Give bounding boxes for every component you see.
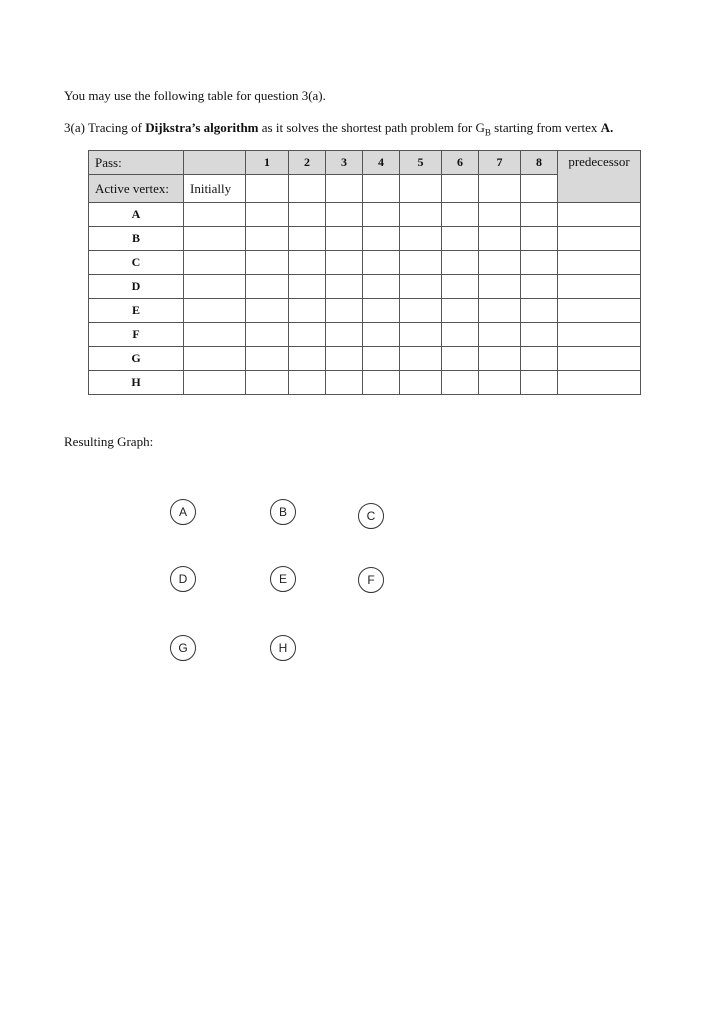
distance-cell[interactable] (479, 299, 521, 323)
distance-cell[interactable] (479, 251, 521, 275)
distance-cell[interactable] (326, 275, 363, 299)
distance-cell[interactable] (521, 371, 558, 395)
distance-cell[interactable] (326, 347, 363, 371)
distance-cell[interactable] (289, 347, 326, 371)
distance-cell[interactable] (442, 203, 479, 227)
active-vertex-cell[interactable] (363, 175, 400, 203)
vertex-label: A (89, 203, 184, 227)
graph-node-b: B (270, 499, 296, 525)
distance-cell[interactable] (400, 227, 442, 251)
predecessor-cell[interactable] (558, 299, 641, 323)
graph-node-d: D (170, 566, 196, 592)
pass-initially-cell (184, 151, 246, 175)
distance-cell[interactable] (363, 323, 400, 347)
trace-table-body (89, 151, 641, 395)
pass-number: 4 (363, 151, 400, 175)
distance-cell[interactable] (184, 251, 246, 275)
vertex-row-d (89, 275, 641, 299)
graph-node-f: F (358, 567, 384, 593)
predecessor-cell[interactable] (558, 323, 641, 347)
distance-cell[interactable] (363, 299, 400, 323)
question-start-vertex: A. (600, 120, 614, 135)
vertex-row-g (89, 347, 641, 371)
pass-number: 6 (442, 151, 479, 175)
distance-cell[interactable] (326, 371, 363, 395)
distance-cell[interactable] (521, 275, 558, 299)
distance-cell[interactable] (246, 251, 289, 275)
distance-cell[interactable] (246, 371, 289, 395)
graph-node-c: C (358, 503, 384, 529)
vertex-label: B (89, 227, 184, 251)
distance-cell[interactable] (184, 347, 246, 371)
distance-cell[interactable] (479, 347, 521, 371)
distance-cell[interactable] (400, 323, 442, 347)
vertex-label: C (89, 251, 184, 275)
distance-cell[interactable] (521, 227, 558, 251)
pass-number: 8 (521, 151, 558, 175)
predecessor-header: predecessor (558, 151, 641, 203)
pass-number: 1 (246, 151, 289, 175)
active-vertex-cell[interactable] (521, 175, 558, 203)
pass-label: Pass: (89, 151, 184, 175)
dijkstra-trace-table (88, 150, 641, 395)
distance-cell[interactable] (442, 323, 479, 347)
active-vertex-label: Active vertex: (89, 175, 184, 203)
predecessor-cell[interactable] (558, 275, 641, 299)
predecessor-cell[interactable] (558, 227, 641, 251)
vertex-label: E (89, 299, 184, 323)
distance-cell[interactable] (184, 203, 246, 227)
distance-cell[interactable] (442, 251, 479, 275)
distance-cell[interactable] (400, 275, 442, 299)
graph-node-g: G (170, 635, 196, 661)
distance-cell[interactable] (400, 371, 442, 395)
distance-cell[interactable] (363, 227, 400, 251)
distance-cell[interactable] (326, 203, 363, 227)
question-subscript: B (484, 127, 491, 138)
distance-cell[interactable] (289, 251, 326, 275)
distance-cell[interactable] (521, 203, 558, 227)
vertex-row-h (89, 371, 641, 395)
active-vertex-cell[interactable] (479, 175, 521, 203)
vertex-label: H (89, 371, 184, 395)
distance-cell[interactable] (289, 371, 326, 395)
vertex-row-e (89, 299, 641, 323)
graph-node-h: H (270, 635, 296, 661)
resulting-graph-label: Resulting Graph: (64, 434, 154, 449)
distance-cell[interactable] (289, 227, 326, 251)
distance-cell[interactable] (479, 203, 521, 227)
distance-cell[interactable] (363, 203, 400, 227)
question-algorithm-name: Dijkstra’s algorithm (145, 120, 259, 135)
vertex-row-b (89, 227, 641, 251)
initially-label: Initially (184, 175, 246, 203)
vertex-row-f (89, 323, 641, 347)
distance-cell[interactable] (184, 323, 246, 347)
distance-cell[interactable] (289, 323, 326, 347)
distance-cell[interactable] (246, 203, 289, 227)
distance-cell[interactable] (363, 251, 400, 275)
distance-cell[interactable] (400, 251, 442, 275)
pass-number: 3 (326, 151, 363, 175)
distance-cell[interactable] (442, 275, 479, 299)
distance-cell[interactable] (363, 371, 400, 395)
distance-cell[interactable] (184, 227, 246, 251)
vertex-row-a (89, 203, 641, 227)
distance-cell[interactable] (184, 299, 246, 323)
distance-cell[interactable] (289, 299, 326, 323)
distance-cell[interactable] (479, 371, 521, 395)
active-vertex-cell[interactable] (326, 175, 363, 203)
distance-cell[interactable] (246, 227, 289, 251)
distance-cell[interactable] (246, 275, 289, 299)
graph-node-e: E (270, 566, 296, 592)
question-prefix: 3(a) Tracing of (64, 120, 146, 135)
distance-cell[interactable] (521, 299, 558, 323)
predecessor-cell[interactable] (558, 347, 641, 371)
distance-cell[interactable] (400, 347, 442, 371)
distance-cell[interactable] (289, 275, 326, 299)
distance-cell[interactable] (521, 323, 558, 347)
distance-cell[interactable] (442, 371, 479, 395)
distance-cell[interactable] (184, 275, 246, 299)
distance-cell[interactable] (479, 275, 521, 299)
predecessor-cell[interactable] (558, 203, 641, 227)
active-vertex-cell[interactable] (442, 175, 479, 203)
pass-number: 5 (400, 151, 442, 175)
distance-cell[interactable] (521, 251, 558, 275)
question-suffix: starting from vertex (490, 120, 601, 135)
distance-cell[interactable] (400, 299, 442, 323)
distance-cell[interactable] (326, 227, 363, 251)
predecessor-cell[interactable] (558, 371, 641, 395)
distance-cell[interactable] (326, 299, 363, 323)
predecessor-cell[interactable] (558, 251, 641, 275)
pass-number: 7 (479, 151, 521, 175)
intro-text: You may use the following table for question 3(a). (64, 88, 326, 103)
graph-node-a: A (170, 499, 196, 525)
active-vertex-cell[interactable] (289, 175, 326, 203)
distance-cell[interactable] (326, 251, 363, 275)
distance-cell[interactable] (363, 275, 400, 299)
distance-cell[interactable] (442, 299, 479, 323)
active-vertex-cell[interactable] (246, 175, 289, 203)
active-vertex-cell[interactable] (400, 175, 442, 203)
distance-cell[interactable] (521, 347, 558, 371)
distance-cell[interactable] (442, 227, 479, 251)
distance-cell[interactable] (326, 323, 363, 347)
distance-cell[interactable] (184, 371, 246, 395)
vertex-label: D (89, 275, 184, 299)
question-middle: as it solves the shortest path problem for G (258, 120, 485, 135)
pass-number: 2 (289, 151, 326, 175)
vertex-label: G (89, 347, 184, 371)
header-row-pass (89, 151, 641, 175)
vertex-row-c (89, 251, 641, 275)
distance-cell[interactable] (363, 347, 400, 371)
distance-cell[interactable] (442, 347, 479, 371)
distance-cell[interactable] (479, 323, 521, 347)
distance-cell[interactable] (289, 203, 326, 227)
vertex-label: F (89, 323, 184, 347)
question-3a (64, 120, 613, 138)
distance-cell[interactable] (479, 227, 521, 251)
distance-cell[interactable] (400, 203, 442, 227)
distance-cell[interactable] (246, 323, 289, 347)
distance-cell[interactable] (246, 347, 289, 371)
distance-cell[interactable] (246, 299, 289, 323)
